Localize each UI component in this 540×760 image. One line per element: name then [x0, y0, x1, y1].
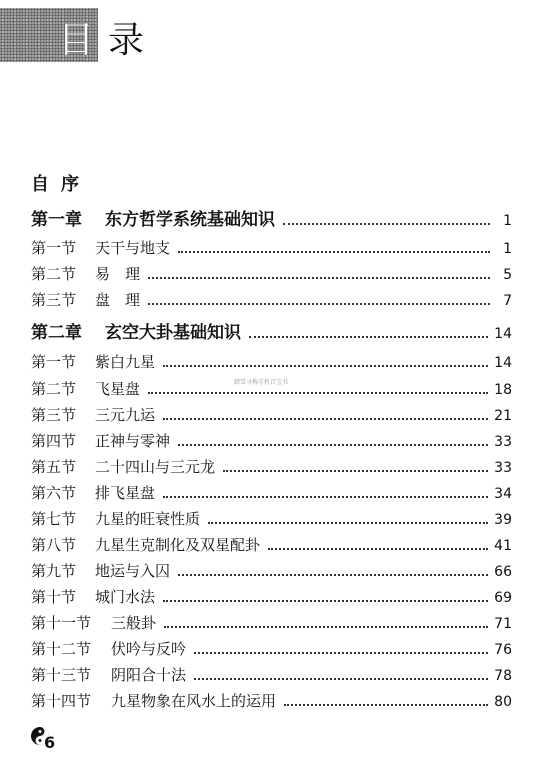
toc-section-row[interactable] [31, 690, 512, 711]
toc-entry-title: 地运与入囚 [95, 562, 171, 580]
toc-entry-title: 正神与零神 [95, 432, 171, 450]
toc-entry-page: 18 [494, 382, 512, 398]
toc-dot-leader [163, 417, 488, 420]
page-title-first-char: 目 [58, 20, 109, 61]
toc-entry-title: 九星物象在风水上的运用 [111, 692, 277, 710]
toc-entry-number: 第十节 [31, 588, 77, 606]
toc-entry-title: 盘 理 [95, 291, 141, 309]
toc-dot-leader [148, 302, 490, 305]
toc-entry-title: 飞星盘 [95, 380, 141, 398]
toc-entry-number: 第六节 [31, 484, 77, 502]
toc-entry-title: 伏吟与反吟 [111, 640, 187, 658]
toc-dot-leader [178, 250, 490, 253]
toc-entry-number: 第一章 [31, 210, 82, 230]
toc-entry-page: 76 [494, 642, 512, 658]
toc-section-row[interactable] [31, 289, 512, 310]
toc-section-row[interactable] [31, 586, 512, 607]
toc-entry-page: 14 [494, 355, 512, 371]
toc-section-row[interactable] [31, 638, 512, 659]
toc-entry-page: 66 [494, 564, 512, 580]
toc-entry-page: 33 [494, 460, 512, 476]
toc-entry-page: 1 [503, 241, 512, 257]
toc-dot-leader [268, 547, 488, 550]
toc-entry-number: 第四节 [31, 432, 77, 450]
preface-heading[interactable]: 自序 [31, 174, 91, 195]
toc-entry-number: 第九节 [31, 562, 77, 580]
toc-dot-leader [163, 495, 488, 498]
toc-section-row[interactable] [31, 456, 512, 477]
toc-entry-number: 第十三节 [31, 666, 92, 684]
toc-chapter-row[interactable] [31, 318, 512, 343]
toc-entry-page: 33 [494, 434, 512, 450]
toc-entry-title: 玄空大卦基础知识 [105, 323, 241, 343]
toc-section-row[interactable] [31, 612, 512, 633]
toc-entry-number: 第二章 [31, 323, 82, 343]
toc-section-row[interactable] [31, 534, 512, 555]
toc-dot-leader [178, 573, 488, 576]
toc-entry-page: 5 [503, 267, 512, 283]
toc-entry-page: 39 [494, 512, 512, 528]
toc-section-row[interactable] [31, 404, 512, 425]
toc-entry-page: 14 [494, 326, 512, 342]
toc-entry-page: 69 [494, 590, 512, 606]
toc-dot-leader [163, 364, 488, 367]
toc-entry-title: 排飞星盘 [95, 484, 156, 502]
toc-entry-page: 80 [494, 694, 512, 710]
toc-dot-leader [194, 651, 488, 654]
toc-section-row[interactable] [31, 482, 512, 503]
toc-dot-leader [148, 276, 490, 279]
toc-dot-leader [178, 443, 488, 446]
toc-entry-number: 第七节 [31, 510, 77, 528]
toc-entry-title: 天干与地支 [95, 239, 171, 257]
toc-dot-leader [283, 222, 490, 225]
toc-entry-number: 第三节 [31, 406, 77, 424]
toc-entry-title: 东方哲学系统基础知识 [105, 210, 275, 230]
toc-entry-page: 41 [494, 538, 512, 554]
toc-entry-number: 第八节 [31, 536, 77, 554]
toc-dot-leader [284, 703, 488, 706]
toc-dot-leader [163, 599, 488, 602]
toc-entry-number: 第十四节 [31, 692, 92, 710]
toc-section-row[interactable] [31, 560, 512, 581]
toc-entry-page: 21 [494, 408, 512, 424]
toc-section-row[interactable] [31, 664, 512, 685]
toc-dot-leader [249, 335, 488, 338]
page-title-second-char: 录 [108, 20, 159, 61]
toc-dot-leader [223, 469, 488, 472]
toc-entry-title: 紫白九星 [95, 353, 156, 371]
toc-entry-title: 三般卦 [111, 614, 157, 632]
toc-entry-title: 城门水法 [95, 588, 156, 606]
toc-entry-page: 1 [503, 213, 512, 229]
toc-entry-page: 78 [494, 668, 512, 684]
toc-entry-page: 71 [494, 616, 512, 632]
toc-entry-number: 第一节 [31, 239, 77, 257]
toc-section-row[interactable] [31, 263, 512, 284]
toc-entry-title: 易 理 [95, 265, 141, 283]
page-title [58, 12, 158, 63]
toc-dot-leader [194, 677, 488, 680]
toc-chapter-row[interactable] [31, 205, 512, 230]
toc-entry-number: 第三节 [31, 291, 77, 309]
toc-section-row[interactable] [31, 351, 512, 372]
toc-entry-title: 阴阳合十法 [111, 666, 187, 684]
toc-section-row[interactable] [31, 237, 512, 258]
toc-section-row[interactable] [31, 508, 512, 529]
toc-entry-number: 第十一节 [31, 614, 92, 632]
toc-entry-number: 第二节 [31, 380, 77, 398]
page-number: 6 [44, 733, 56, 752]
toc-entry-number: 第五节 [31, 458, 77, 476]
toc-dot-leader [208, 521, 488, 524]
toc-entry-page: 34 [494, 486, 512, 502]
toc-entry-number: 第十二节 [31, 640, 92, 658]
toc-entry-number: 第二节 [31, 265, 77, 283]
toc-dot-leader [148, 391, 488, 394]
watermark: 踏雪寻梅手机百宝书 [234, 379, 289, 386]
toc-entry-number: 第一节 [31, 353, 77, 371]
toc-entry-page: 7 [503, 293, 512, 309]
toc-entry-title: 九星生克制化及双星配卦 [95, 536, 261, 554]
toc-entry-title: 九星的旺衰性质 [95, 510, 201, 528]
toc-entry-title: 三元九运 [95, 406, 156, 424]
toc-section-row[interactable] [31, 430, 512, 451]
toc-dot-leader [164, 625, 488, 628]
toc-entry-title: 二十四山与三元龙 [95, 458, 216, 476]
